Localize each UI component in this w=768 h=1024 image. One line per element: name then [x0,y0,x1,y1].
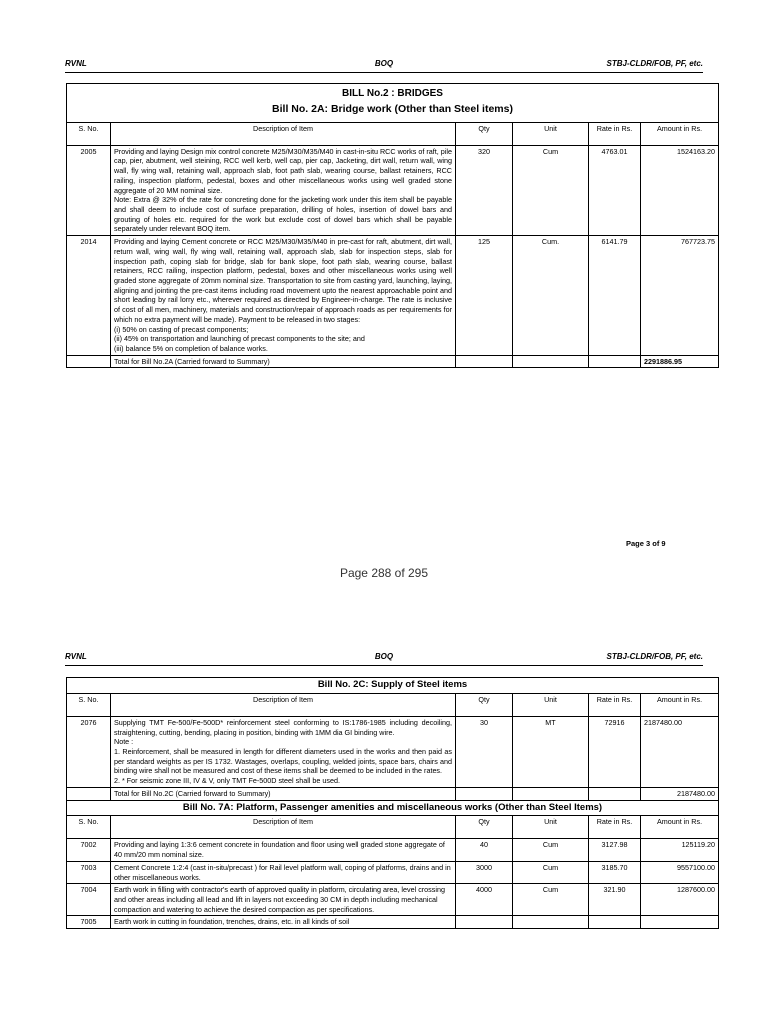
row-rate: 72916 [589,716,641,787]
col-header-rate: Rate in Rs. [589,693,641,716]
col-header-unit: Unit [513,693,589,716]
row-desc-text: Supplying TMT Fe-500/Fe-500D* reinforcement steel conforming to IS:1786-1985 including decoiling, straightening, cutting, bending, placing in position, binding with 1MM dia GI binding wire. [114,717,452,737]
table-header-row [67,122,719,145]
col-header-sno: S. No. [67,693,111,716]
row-sno: 7005 [67,916,111,929]
col-header-desc: Description of Item [111,816,456,839]
col-header-rate: Rate in Rs. [589,816,641,839]
table-row [67,861,719,883]
row-sno: 2014 [67,236,111,356]
row-desc: Providing and laying 1:3:6 cement concrete in foundation and floor using well graded stone aggregate of 40 mm/20 mm nominal size. [111,839,456,861]
total-value: 2187480.00 [641,787,719,800]
table-row [67,145,719,235]
bill-2c-title: Bill No. 2C: Supply of Steel items [67,678,719,694]
table-row [67,236,719,356]
col-header-desc: Description of Item [111,693,456,716]
row-unit: Cum [513,839,589,861]
bill-title: BILL No.2 : BRIDGES [67,84,719,101]
bill-7a-title: Bill No. 7A: Platform, Passenger amenities and miscellaneous works (Other than Steel Items) [67,800,719,816]
row-unit: Cum. [513,236,589,356]
row-note-head: Note : [114,737,134,747]
row-unit: Cum [513,884,589,916]
row-desc [111,236,456,356]
row-desc [111,716,456,787]
row-amount [641,916,719,929]
row-desc [111,145,456,235]
bill-subtitle: Bill No. 2A: Bridge work (Other than Steel items) [67,101,719,123]
row-amount: 767723.75 [641,236,719,356]
row-sno: 2005 [67,145,111,235]
row-amount: 1524163.20 [641,145,719,235]
table-header-row [67,693,719,716]
row-amount: 1287600.00 [641,884,719,916]
col-header-qty: Qty [456,693,513,716]
col-header-amount: Amount in Rs. [641,693,719,716]
row-qty [456,916,513,929]
row-unit: Cum [513,861,589,883]
row-amount: 2187480.00 [641,716,719,787]
page-number: Page 288 of 295 [339,566,429,580]
col-header-qty: Qty [456,122,513,145]
row-note-text: Note: Extra @ 32% of the rate for concreting done for the jacketing work under this item shall be payable and shall deem to include cost of surface preparation, drilling of holes, insertion of dowel bars and grouting of holes etc. required for the work but exclude cost of dowel bars which shall be payable separately under relevant BOQ item. [114,195,452,234]
row-desc-line: (i) 50% on casting of precast components; [114,324,249,334]
total-value: 2291886.95 [641,355,719,368]
page-header [65,58,703,73]
row-qty: 4000 [456,884,513,916]
sub-page-label: Page 3 of 9 [626,539,666,548]
row-rate: 3127.98 [589,839,641,861]
row-qty: 320 [456,145,513,235]
row-unit: MT [513,716,589,787]
row-note-text: 2. * For seismic zone III, IV & V, only TMT Fe-500D steel shall be used. [114,776,340,786]
total-label: Total for Bill No.2C (Carried forward to Summary) [111,787,456,800]
header-center: BOQ [374,59,394,68]
row-amount: 9557100.00 [641,861,719,883]
total-row [67,787,719,800]
header-center: BOQ [374,652,394,661]
row-desc: Earth work in cutting in foundation, trenches, drains, etc. in all kinds of soil [111,916,456,929]
total-row [67,355,719,368]
table-row [67,884,719,916]
header-right: STBJ-CLDR/FOB, PF, etc. [606,59,703,68]
table-row [67,916,719,929]
row-rate: 321.90 [589,884,641,916]
row-qty: 30 [456,716,513,787]
col-header-unit: Unit [513,816,589,839]
row-qty: 40 [456,839,513,861]
row-rate: 3185.70 [589,861,641,883]
col-header-qty: Qty [456,816,513,839]
col-header-unit: Unit [513,122,589,145]
row-unit [513,916,589,929]
col-header-rate: Rate in Rs. [589,122,641,145]
row-rate [589,916,641,929]
col-header-sno: S. No. [67,122,111,145]
row-sno: 7002 [67,839,111,861]
header-right: STBJ-CLDR/FOB, PF, etc. [606,652,703,661]
table-row [67,839,719,861]
col-header-amount: Amount in Rs. [641,122,719,145]
row-rate: 4763.01 [589,145,641,235]
row-amount: 125119.20 [641,839,719,861]
row-desc: Earth work in filling with contractor's earth of approved quality in platform, circulating area, level crossing and other areas including all lead and lift in layers not exceeding 30 CM in depth including mechanical compaction and watering to achieve the desired compaction as per specifications. [111,884,456,916]
row-sno: 2076 [67,716,111,787]
row-desc: Cement Concrete 1:2:4 (cast in-situ/precast ) for Rail level platform wall, coping of platforms, drains and in other miscellaneous works. [111,861,456,883]
row-unit: Cum [513,145,589,235]
total-label: Total for Bill No.2A (Carried forward to Summary) [111,355,456,368]
row-desc-line: (ii) 45% on transportation and launching of precast components to the site; and [114,334,365,344]
row-qty: 3000 [456,861,513,883]
header-left: RVNL [65,59,87,68]
row-desc-line: (iii) balance 5% on completion of balance works. [114,344,268,354]
col-header-amount: Amount in Rs. [641,816,719,839]
col-header-desc: Description of Item [111,122,456,145]
row-desc-text: Providing and laying Design mix control concrete M25/M30/M35/M40 in cast-in-situ RCC works of raft, pile cap, pier, abutment, well steining, RCC well kerb, well cap, pier cap, Jacketing, dirt wall, return wall, wing wall, fly wing wall, retaining wall, approach slab, foot path slab, wearing course, ballast retainers, RCC railing, inspection platform, pedestal, boxes and other miscellaneous works using well graded stone aggregate of 20 MM nominal size. [114,146,452,195]
row-qty: 125 [456,236,513,356]
col-header-sno: S. No. [67,816,111,839]
bill-2c-7a-table [66,677,719,929]
table-row [67,716,719,787]
page-header [65,651,703,666]
table-header-row [67,816,719,839]
bill-2a-table [66,83,719,368]
header-left: RVNL [65,652,87,661]
row-rate: 6141.79 [589,236,641,356]
row-sno: 7003 [67,861,111,883]
row-sno: 7004 [67,884,111,916]
row-desc-text: Providing and laying Cement concrete or RCC M25/M30/M35/M40 in pre-cast for raft, abutment, dirt wall, return wall, wing wall, fly wing wall, retaining wall, approach slab, slab for inspection steps, slab for inspection path, coping slab for bridge, slab for bank slope, foot path slab, wearing course, ballast retainers, RCC railing, inspection platform, pedestal, boxes and other miscellaneous works using well graded stone aggregate of 20mm nominal size. Transportation to site from casting yard, launching, laying, aligning and jointing the pre-cast items including road movement upto the nearest approachable point and short leading by rail lorry etc., wherever required as directed by Engineer-in-charge. The rate is inclusive of cost of all men, machinery, materials and construction/repair of approach roads as per requirements for which no extra payment will be made). Payment to be released in two stages: [114,237,452,324]
row-note-text: 1. Reinforcement, shall be measured in length for different diameters used in the works and then paid as per standard weights as per IS 1732. Wastages, overlaps, coupling, welded joints, space bars, chairs and binding wire shall not be measured and cost of these items shall be deemed to be included in the rates. [114,746,452,776]
